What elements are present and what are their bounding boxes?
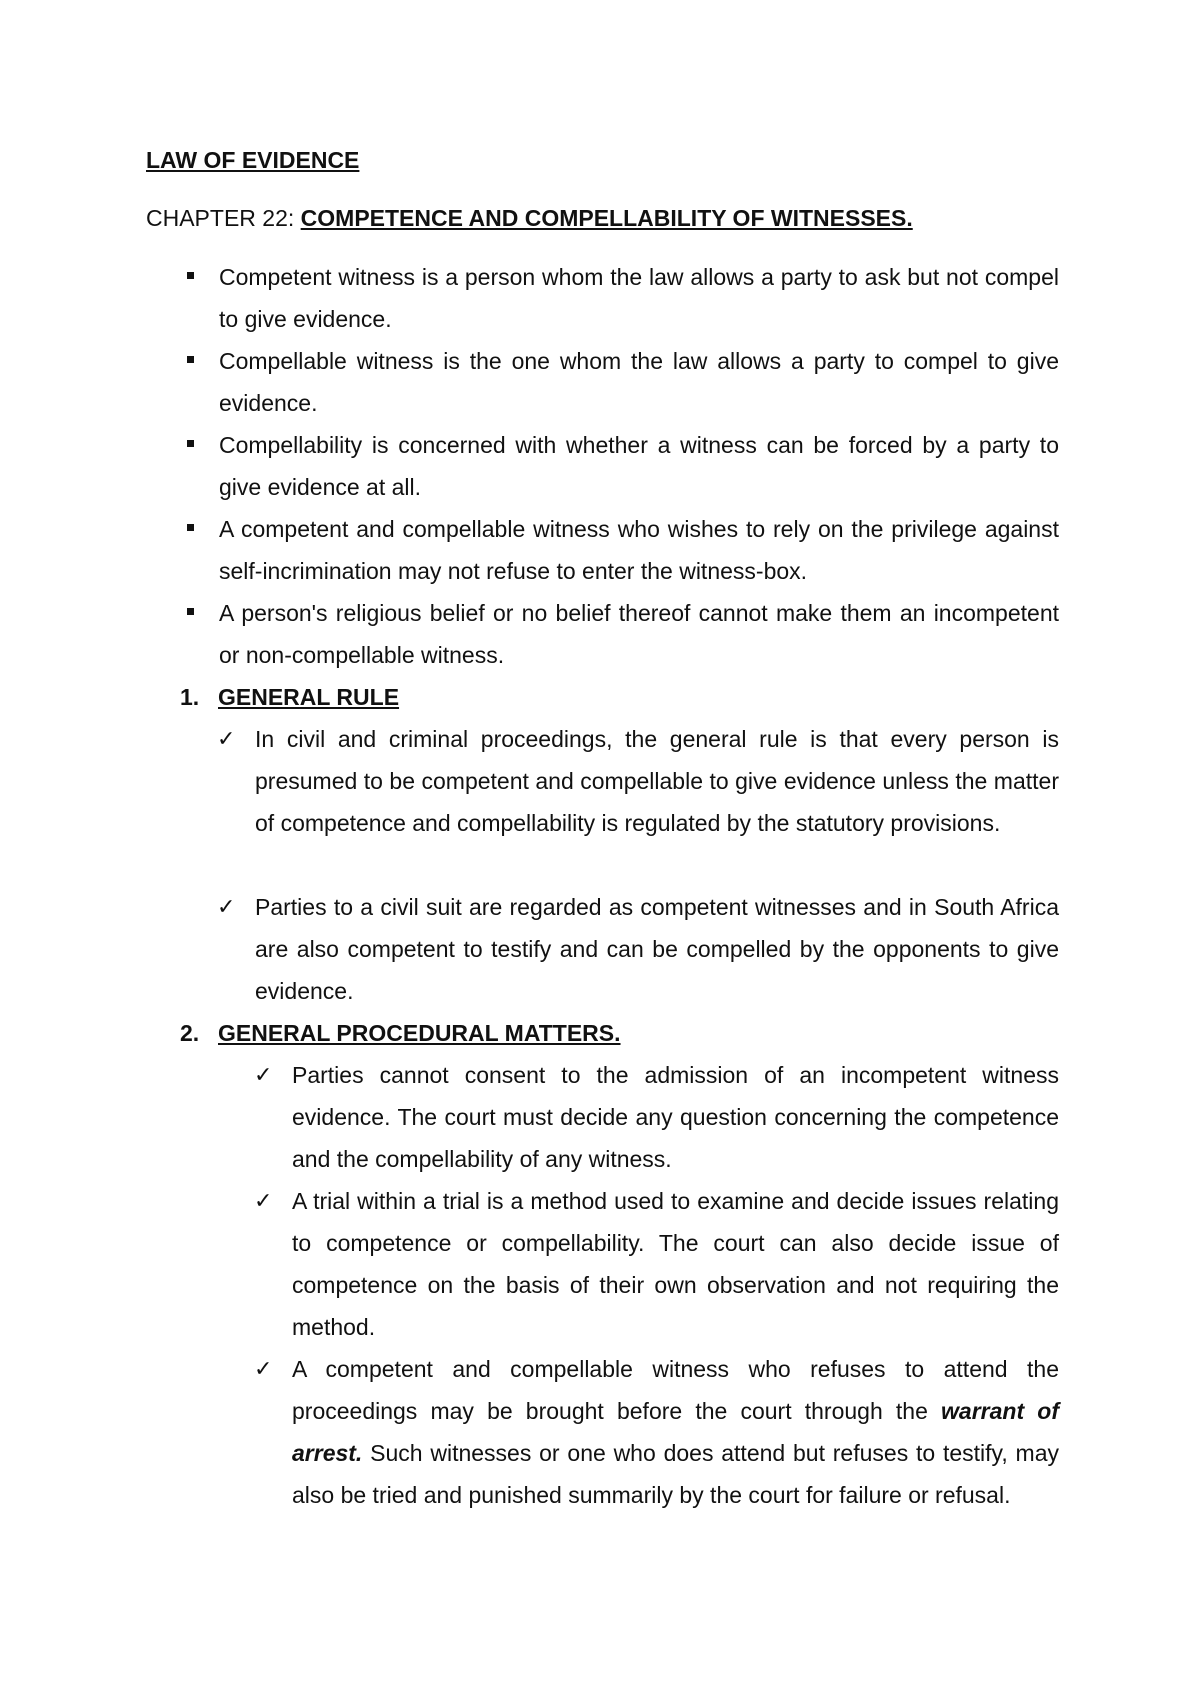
bullet-text: A competent and compellable witness who wishes to rely on the privilege against self-incrimination may not refuse to enter the witness-box. — [219, 516, 1059, 584]
check-item-text: Parties cannot consent to the admission of an incompetent witness evidence. The court must decide any question concerning the competence and the compellability of any witness. — [292, 1062, 1059, 1172]
check-item-text: A trial within a trial is a method used to examine and decide issues relating to competence or compellability. The court can also decide issue of competence on the basis of their own observation and not requiring the method. — [292, 1188, 1059, 1340]
check-icon: ✓ — [254, 1062, 273, 1087]
chapter-heading — [146, 204, 913, 232]
check-icon: ✓ — [217, 726, 236, 751]
bullet-text: Competent witness is a person whom the law allows a party to ask but not compel to give evidence. — [219, 264, 1059, 332]
section-title: GENERAL RULE — [218, 684, 400, 710]
check-item — [217, 886, 1059, 1012]
chapter-title: COMPETENCE AND COMPELLABILITY OF WITNESSES. — [300, 205, 913, 231]
square-bullet-icon — [187, 356, 194, 363]
check-icon: ✓ — [217, 894, 236, 919]
check-item — [217, 718, 1059, 844]
bullet-text: Compellability is concerned with whether a witness can be forced by a party to give evidence at all. — [219, 432, 1059, 500]
check-item-text: In civil and criminal proceedings, the general rule is that every person is presumed to be competent and compellable to give evidence unless the matter of competence and compellability is regulated by the statutory provisions. — [255, 726, 1059, 836]
square-bullet-icon — [187, 608, 194, 615]
section-number: 2. — [180, 1020, 200, 1046]
section-number: 1. — [180, 684, 200, 710]
check-item-text-before: A competent and compellable witness who refuses to attend the proceedings may be brought before the court through the — [292, 1356, 1059, 1424]
square-bullet-icon — [187, 440, 194, 447]
bullet-item — [219, 256, 1059, 340]
check-icon: ✓ — [254, 1356, 273, 1381]
bullet-item — [219, 592, 1059, 676]
bullet-text: A person's religious belief or no belief thereof cannot make them an incompetent or non-compellable witness. — [219, 600, 1059, 668]
square-bullet-icon — [187, 524, 194, 531]
bullet-item — [219, 424, 1059, 508]
check-item-text-after: Such witnesses or one who does attend but refuses to testify, may also be tried and punished summarily by the court for failure or refusal. — [292, 1440, 1059, 1508]
document-title: LAW OF EVIDENCE — [146, 147, 360, 173]
check-item — [254, 1180, 1059, 1348]
section-heading — [180, 1012, 621, 1054]
section-heading — [180, 676, 399, 718]
check-item-text — [292, 1348, 1059, 1516]
section-title: GENERAL PROCEDURAL MATTERS. — [218, 1020, 621, 1046]
bullet-item — [219, 340, 1059, 424]
check-icon: ✓ — [254, 1188, 273, 1213]
square-bullet-icon — [187, 272, 194, 279]
bullet-item — [219, 508, 1059, 592]
check-item — [254, 1054, 1059, 1180]
check-item — [254, 1348, 1059, 1516]
chapter-prefix: CHAPTER 22: — [146, 205, 301, 231]
bullet-text: Compellable witness is the one whom the law allows a party to compel to give evidence. — [219, 348, 1059, 416]
check-item-text: Parties to a civil suit are regarded as competent witnesses and in South Africa are also competent to testify and can be compelled by the opponents to give evidence. — [255, 894, 1059, 1004]
warrant-of-arrest-emphasis: warrant of arrest. — [292, 1398, 1059, 1466]
